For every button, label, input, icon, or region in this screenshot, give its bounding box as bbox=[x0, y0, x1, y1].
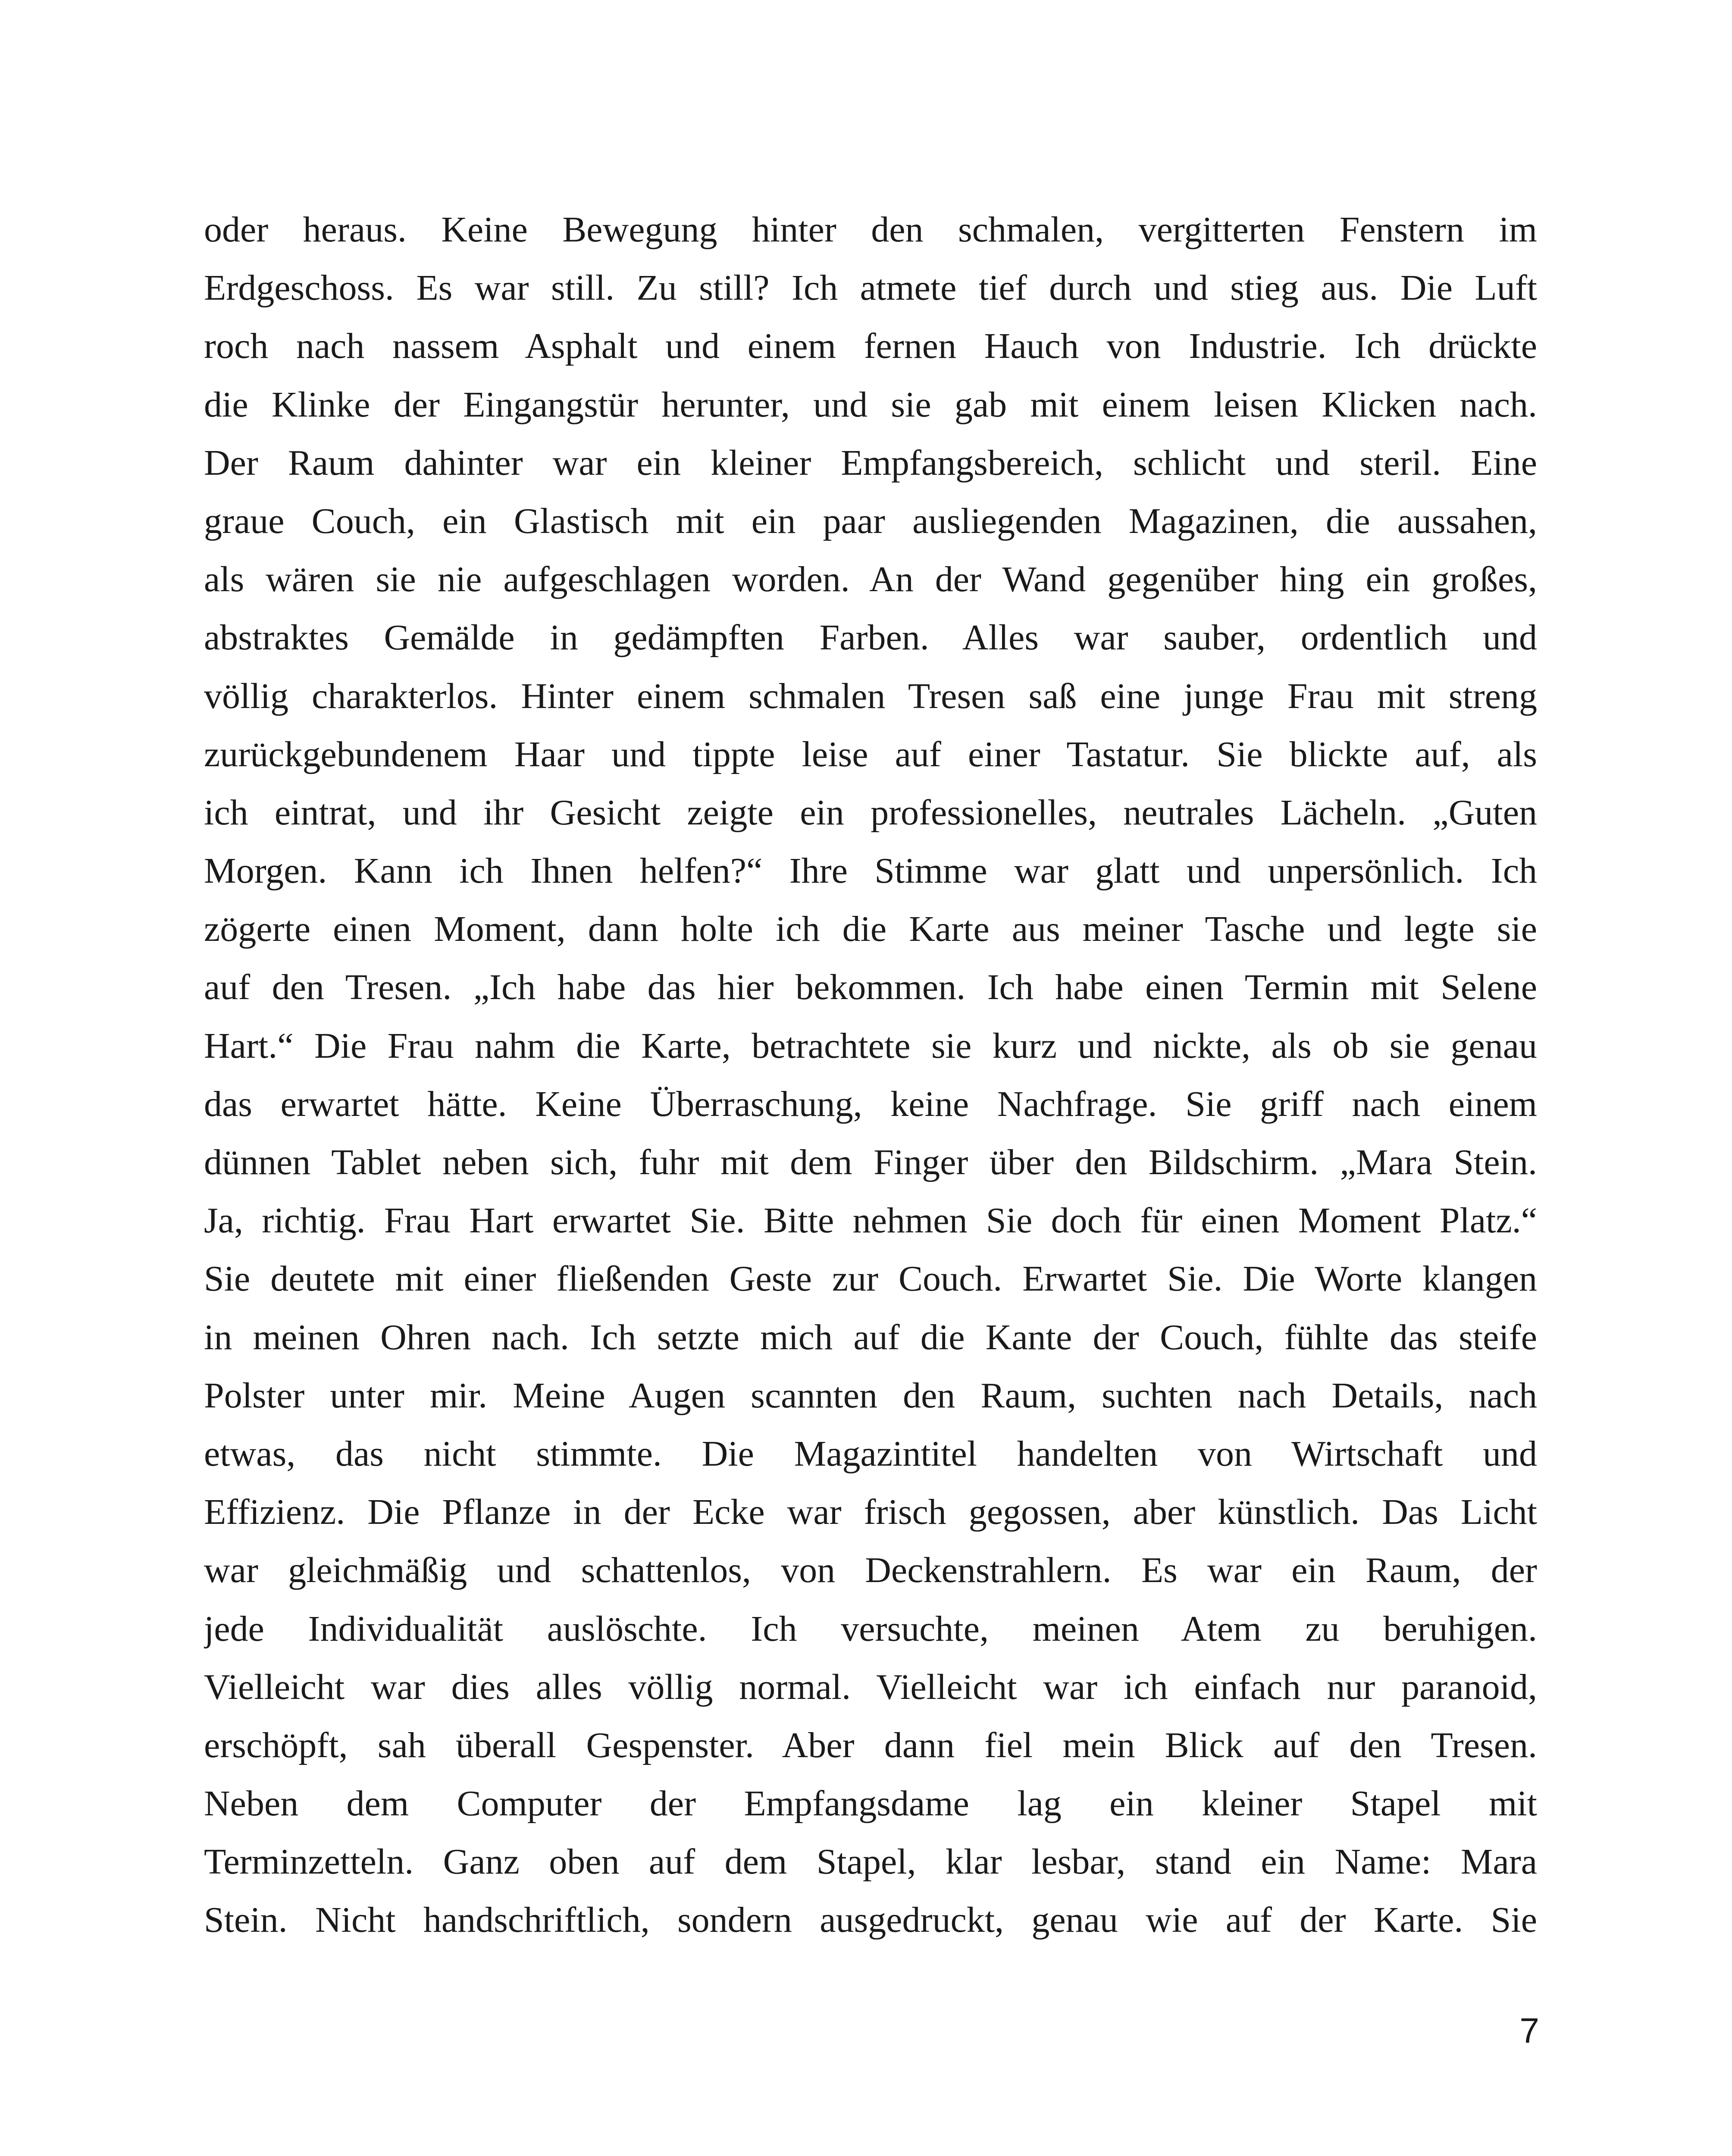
text-line: jede Individualität auslöschte. Ich versuchte, meinen Atem zu beruhigen. bbox=[204, 1608, 1537, 1649]
text-line: Ja, richtig. Frau Hart erwartet Sie. Bitte nehmen Sie doch für einen Moment Platz.“ bbox=[204, 1200, 1537, 1241]
text-line: dünnen Tablet neben sich, fuhr mit dem Finger über den Bildschirm. „Mara Stein. bbox=[204, 1142, 1537, 1182]
text-line: als wären sie nie aufgeschlagen worden. An der Wand gegenüber hing ein großes, bbox=[204, 559, 1537, 600]
text-line: das erwartet hätte. Keine Überraschung, keine Nachfrage. Sie griff nach einem bbox=[204, 1084, 1537, 1124]
text-line: zögerte einen Moment, dann holte ich die Karte aus meiner Tasche und legte sie bbox=[204, 909, 1537, 950]
text-line: Sie deutete mit einer fließenden Geste zur Couch. Erwartet Sie. Die Worte klangen bbox=[204, 1259, 1537, 1299]
text-line: Vielleicht war dies alles völlig normal. Vielleicht war ich einfach nur paranoid, bbox=[204, 1667, 1537, 1707]
text-line: völlig charakterlos. Hinter einem schmalen Tresen saß eine junge Frau mit streng bbox=[204, 676, 1537, 716]
page-number: 7 bbox=[1519, 2011, 1539, 2050]
text-line: graue Couch, ein Glastisch mit ein paar ausliegenden Magazinen, die aussahen, bbox=[204, 501, 1537, 541]
text-line: ich eintrat, und ihr Gesicht zeigte ein professionelles, neutrales Lächeln. „Guten bbox=[204, 792, 1537, 833]
text-line: in meinen Ohren nach. Ich setzte mich auf die Kante der Couch, fühlte das steife bbox=[204, 1317, 1537, 1357]
text-line: oder heraus. Keine Bewegung hinter den schmalen, vergitterten Fenstern im bbox=[204, 210, 1537, 250]
text-line: roch nach nassem Asphalt und einem fernen Hauch von Industrie. Ich drückte bbox=[204, 326, 1537, 367]
text-line: war gleichmäßig und schattenlos, von Deckenstrahlern. Es war ein Raum, der bbox=[204, 1550, 1537, 1591]
body-text bbox=[204, 201, 1537, 1949]
text-line: abstraktes Gemälde in gedämpften Farben. Alles war sauber, ordentlich und bbox=[204, 617, 1537, 658]
text-line: die Klinke der Eingangstür herunter, und sie gab mit einem leisen Klicken nach. bbox=[204, 384, 1537, 425]
text-line: erschöpft, sah überall Gespenster. Aber dann fiel mein Blick auf den Tresen. bbox=[204, 1725, 1537, 1765]
text-line: Stein. Nicht handschriftlich, sondern ausgedruckt, genau wie auf der Karte. Sie bbox=[204, 1900, 1537, 1940]
text-line: zurückgebundenem Haar und tippte leise auf einer Tastatur. Sie blickte auf, als bbox=[204, 734, 1537, 774]
text-line: Erdgeschoss. Es war still. Zu still? Ich atmete tief durch und stieg aus. Die Luft bbox=[204, 268, 1537, 308]
text-line: Polster unter mir. Meine Augen scannten den Raum, suchten nach Details, nach bbox=[204, 1375, 1537, 1416]
text-line: etwas, das nicht stimmte. Die Magazintitel handelten von Wirtschaft und bbox=[204, 1433, 1537, 1474]
text-line: auf den Tresen. „Ich habe das hier bekommen. Ich habe einen Termin mit Selene bbox=[204, 967, 1537, 1008]
text-line: Hart.“ Die Frau nahm die Karte, betrachtete sie kurz und nickte, als ob sie genau bbox=[204, 1025, 1537, 1066]
text-line: Morgen. Kann ich Ihnen helfen?“ Ihre Stimme war glatt und unpersönlich. Ich bbox=[204, 851, 1537, 891]
text-line: Der Raum dahinter war ein kleiner Empfangsbereich, schlicht und steril. Eine bbox=[204, 442, 1537, 483]
text-line: Effizienz. Die Pflanze in der Ecke war frisch gegossen, aber künstlich. Das Licht bbox=[204, 1492, 1537, 1532]
text-line: Neben dem Computer der Empfangsdame lag ein kleiner Stapel mit bbox=[204, 1783, 1537, 1824]
text-line: Terminzetteln. Ganz oben auf dem Stapel, klar lesbar, stand ein Name: Mara bbox=[204, 1842, 1537, 1882]
